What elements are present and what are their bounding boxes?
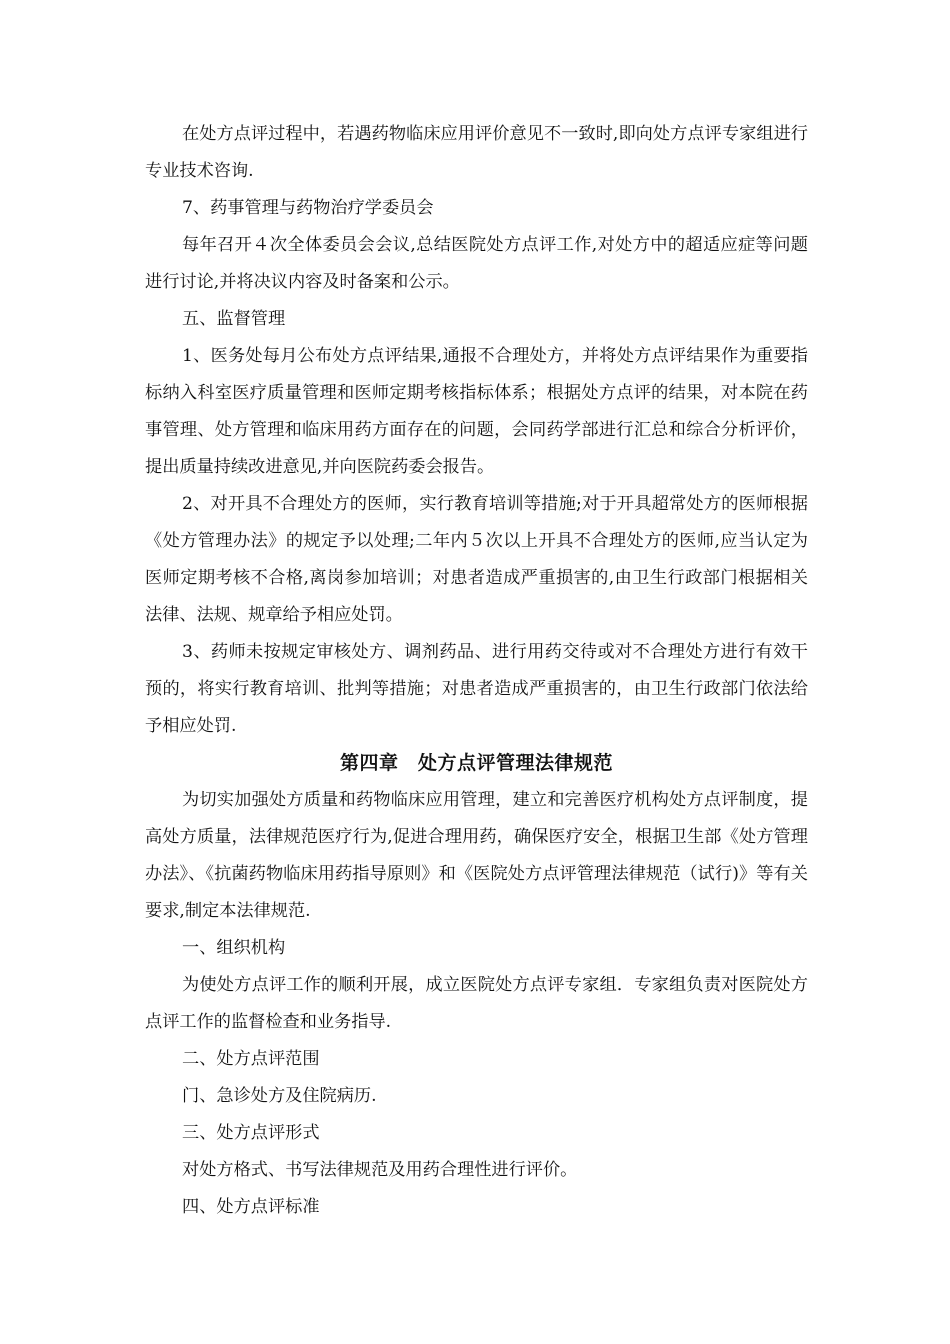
heading-review-standard: 四、处方点评标准 — [182, 1197, 320, 1217]
heading-pharmacy-committee: 7、药事管理与药物治疗学委员会 — [182, 198, 434, 218]
paragraph-chapter-intro: 为切实加强处方质量和药物临床应用管理，建立和完善医疗机构处方点评制度，提高处方质量，法律规范医疗行为,促进合理用药，确保医疗安全，根据卫生部《处方管理办法》、《抗菌药物临床用药指导原则》和《医院处方点评管理法律规范（试行)》等有关要求,制定本法律规范. — [145, 790, 808, 921]
heading-review-scope: 二、处方点评范围 — [182, 1049, 320, 1069]
paragraph-review-scope: 门、急诊处方及住院病历. — [182, 1086, 377, 1106]
paragraph-review-consultation: 在处方点评过程中，若遇药物临床应用评价意见不一致时,即向处方点评专家组进行专业技术咨询. — [145, 124, 808, 181]
chapter-title: 第四章 处方点评管理法律规范 — [339, 752, 613, 774]
paragraph-review-form: 对处方格式、书写法律规范及用药合理性进行评价。 — [182, 1160, 578, 1180]
document-page — [145, 116, 808, 1226]
heading-supervision: 五、监督管理 — [182, 309, 286, 329]
paragraph-supervision-3: 3、药师未按规定审核处方、调剂药品、进行用药交待或对不合理处方进行有效干预的，将实行教育培训、批判等措施；对患者造成严重损害的，由卫生行政部门依法给予相应处罚. — [145, 642, 808, 736]
paragraph-organization: 为使处方点评工作的顺利开展，成立医院处方点评专家组．专家组负责对医院处方点评工作的监督检查和业务指导. — [145, 975, 808, 1032]
paragraph-supervision-2: 2、对开具不合理处方的医师，实行教育培训等措施;对于开具超常处方的医师根据《处方管理办法》的规定予以处理;二年内５次以上开具不合理处方的医师,应当认定为医师定期考核不合格,离岗参加培训；对患者造成严重损害的,由卫生行政部门根据相关法律、法规、规章给予相应处罚。 — [145, 494, 808, 625]
paragraph-supervision-1: 1、医务处每月公布处方点评结果,通报不合理处方，并将处方点评结果作为重要指标纳入科室医疗质量管理和医师定期考核指标体系；根据处方点评的结果，对本院在药事管理、处方管理和临床用药方面存在的问题，会同药学部进行汇总和综合分析评价，提出质量持续改进意见,并向医院药委会报告。 — [145, 346, 808, 477]
heading-organization: 一、组织机构 — [182, 938, 286, 958]
heading-review-form: 三、处方点评形式 — [182, 1123, 320, 1143]
paragraph-committee-meetings: 每年召开４次全体委员会会议,总结医院处方点评工作,对处方中的超适应症等问题进行讨论,并将决议内容及时备案和公示。 — [145, 235, 808, 292]
